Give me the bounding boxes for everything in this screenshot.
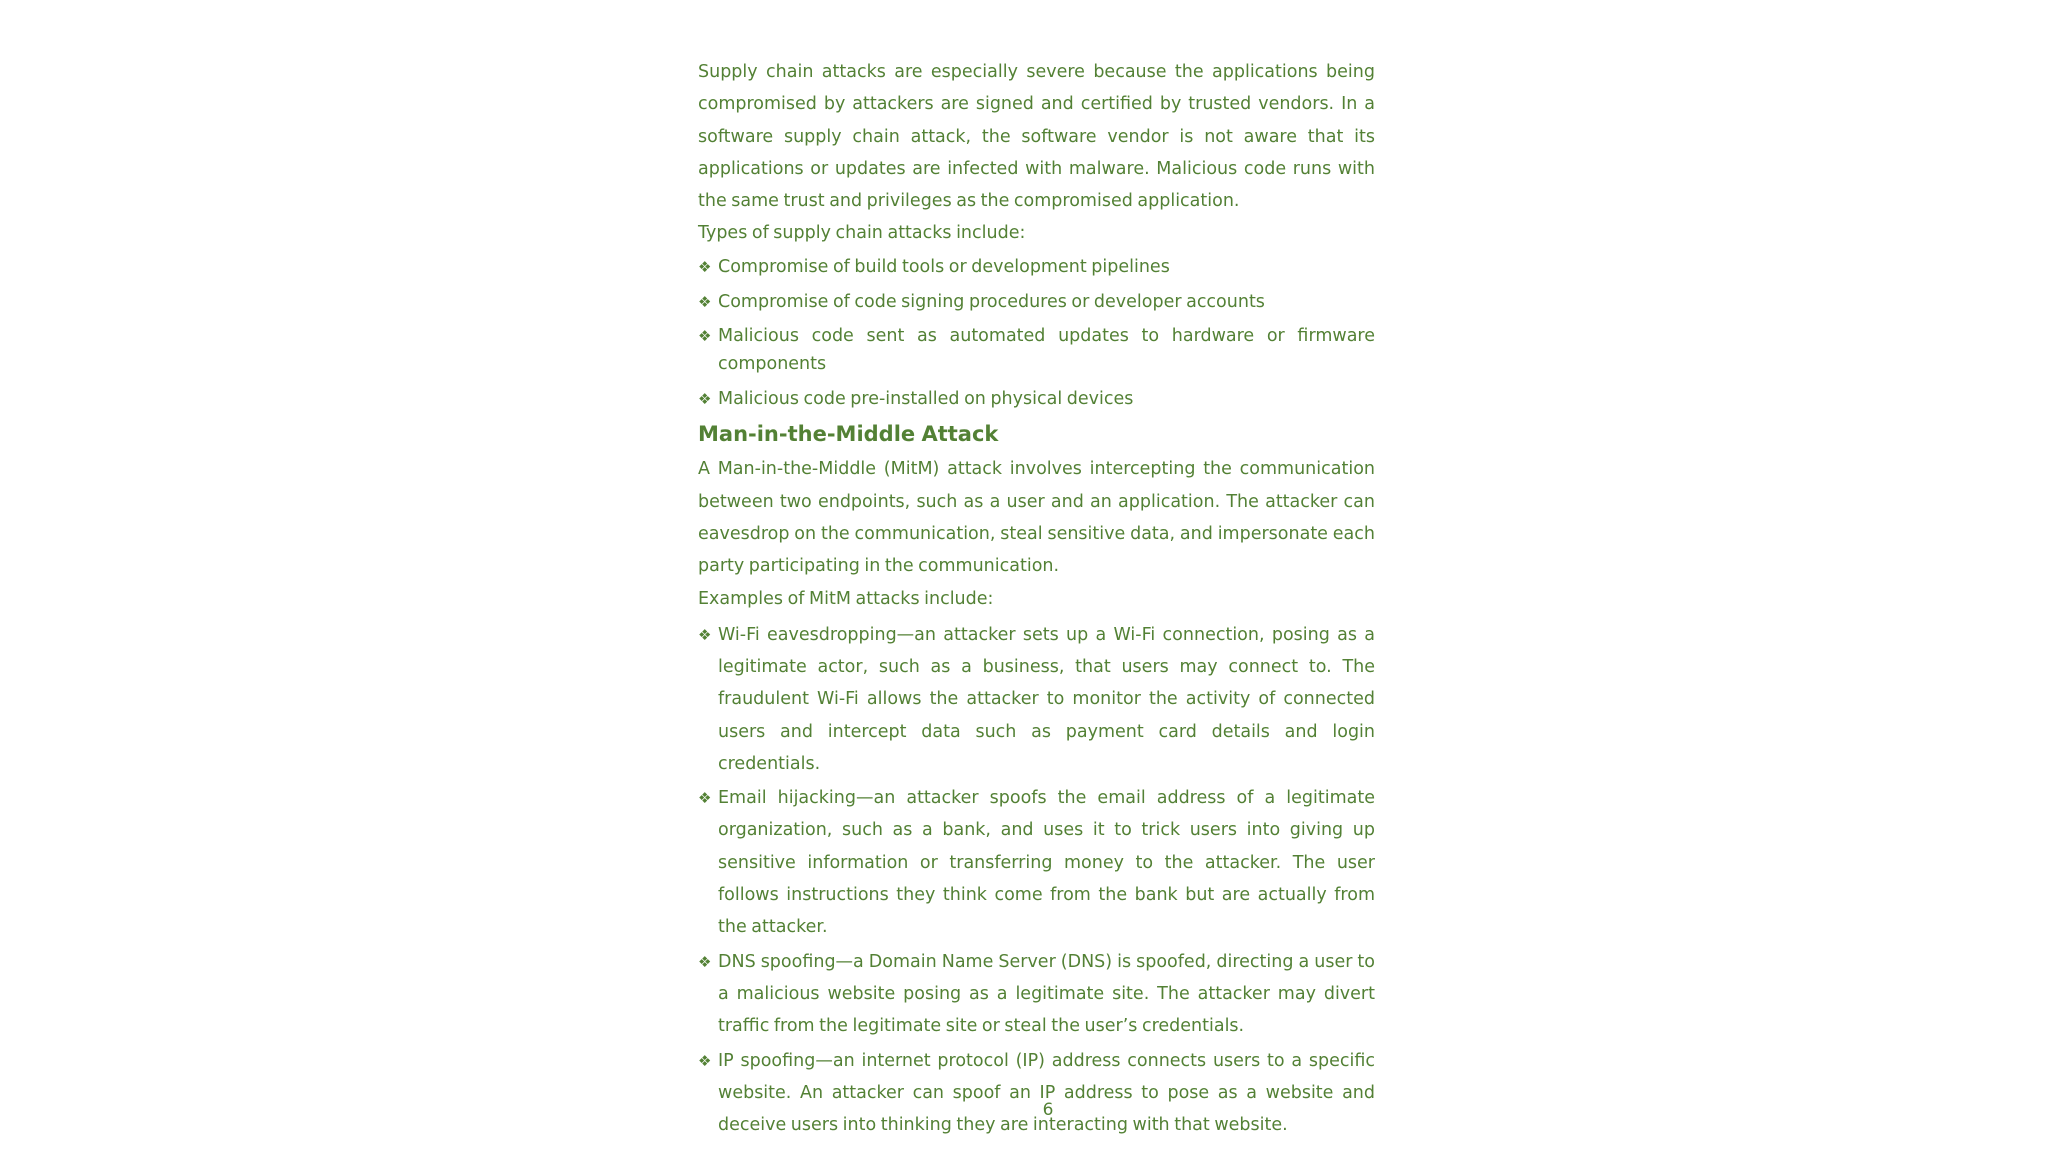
supply-chain-types-lead: Types of supply chain attacks include: [698, 223, 1026, 244]
list-item [698, 782, 1375, 943]
list-item-text: Compromise of build tools or development pipelines [718, 257, 1170, 278]
four-diamond-bullet-icon: ❖ [698, 1051, 712, 1070]
list-item-text: Compromise of code signing procedures or developer accounts [718, 291, 1265, 312]
list-item-text: Malicious code sent as automated updates to hardware or firmware components [718, 326, 1375, 375]
supply-chain-intro: Supply chain attacks are especially severe because the applications being compromised by attackers are signed and certified by trusted vendors. In a software supply chain attack, the software vendor is not aware that its applications or updates are infected with malware. Malicious code runs with the same trust and privileges as the compromised application. [698, 62, 1375, 212]
supply-chain-types-list [698, 253, 1375, 413]
section-heading-mitm: Man-in-the-Middle Attack [698, 422, 999, 447]
list-item [698, 322, 1375, 378]
list-item [698, 1045, 1375, 1142]
four-diamond-bullet-icon: ❖ [698, 327, 712, 346]
list-item [698, 253, 1375, 281]
list-item-text: Wi-Fi eavesdropping—an attacker sets up a Wi-Fi connection, posing as a legitimate actor, such as a business, that users may connect to. The fraudulent Wi-Fi allows the attacker to monitor the activity of connected users and intercept data such as payment card details and login credentials. [718, 624, 1375, 774]
four-diamond-bullet-icon: ❖ [698, 389, 712, 408]
list-item [698, 288, 1375, 316]
mitm-intro: A Man-in-the-Middle (MitM) attack involves intercepting the communication between two endpoints, such as a user and an application. The attacker can eavesdrop on the communication, steal sensitive data, and impersonate each party participating in the communication. [698, 459, 1375, 577]
four-diamond-bullet-icon: ❖ [698, 625, 712, 644]
list-item-text: Malicious code pre-installed on physical devices [718, 388, 1134, 409]
list-item [698, 385, 1375, 413]
mitm-examples-lead: Examples of MitM attacks include: [698, 588, 994, 609]
four-diamond-bullet-icon: ❖ [698, 292, 712, 311]
mitm-examples-list [698, 619, 1375, 1142]
list-item-text: IP spoofing—an internet protocol (IP) address connects users to a specific website. An attacker can spoof an IP address to pose as a website and deceive users into thinking they are interacting with that website. [718, 1050, 1375, 1136]
four-diamond-bullet-icon: ❖ [698, 258, 712, 277]
four-diamond-bullet-icon: ❖ [698, 789, 712, 808]
list-item [698, 619, 1375, 780]
list-item-text: DNS spoofing—a Domain Name Server (DNS) is spoofed, directing a user to a malicious website posing as a legitimate site. The attacker may divert traffic from the legitimate site or steal the user’s credentials. [718, 951, 1375, 1037]
four-diamond-bullet-icon: ❖ [698, 952, 712, 971]
page-number: 6 [1042, 1100, 1054, 1120]
list-item-text: Email hijacking—an attacker spoofs the email address of a legitimate organization, such as a bank, and uses it to trick users into giving up sensitive information or transferring money to the attacker. The user follows instructions they think come from the bank but are actually from the attacker. [718, 788, 1375, 938]
list-item [698, 946, 1375, 1043]
document-page [698, 56, 1375, 1143]
